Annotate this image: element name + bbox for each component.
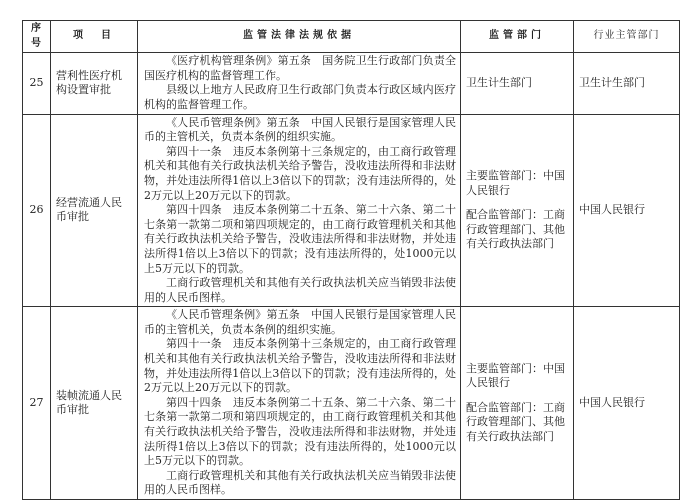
- item-name: 经营流通人民币审批: [51, 114, 138, 307]
- item-name: 装帧流通人民币审批: [51, 307, 138, 500]
- basis-paragraph: 《人民币管理条例》第五条 中国人民银行是国家管理人民币的主管机关，负责本条例的组织实施。: [144, 308, 456, 336]
- industry-department: 中国人民银行: [574, 307, 680, 500]
- header-seq: 序号: [23, 21, 51, 53]
- table-row: [23, 114, 680, 307]
- item-name: 营利性医疗机构设置审批: [51, 53, 138, 114]
- basis-paragraph: 第四十一条 违反本条例第十三条规定的，由工商行政管理机关和其他有关行政执法机关给予警告，没收违法所得和非法财物，并处违法所得1倍以上3倍以下的罚款；没有违法所得的，处2万元以上20万元以下的罚款。: [144, 337, 456, 395]
- legal-basis: [138, 114, 461, 307]
- row-number: 27: [23, 307, 51, 500]
- basis-paragraph: 工商行政管理机关和其他有关行政执法机关应当销毁非法使用的人民币图样。: [144, 276, 456, 304]
- table-row: [23, 307, 680, 500]
- header-item: 项 目: [51, 21, 138, 53]
- basis-paragraph: 工商行政管理机关和其他有关行政执法机关应当销毁非法使用的人民币图样。: [144, 468, 456, 497]
- basis-paragraph: 第四十四条 违反本条例第二十五条、第二十六条、第二十七条第一款第二项和第四项规定的，由工商行政管理机关和其他有关行政执法机关给予警告，没收违法所得和非法财物，并处违法所得1倍以上3倍以下的罚款；没有违法所得的，处1000元以上5万元以下的罚款。: [144, 203, 456, 275]
- basis-paragraph: 第四十一条 违反本条例第十三条规定的，由工商行政管理机关和其他有关行政执法机关给予警告，没收违法所得和非法财物，并处违法所得1倍以上3倍以下的罚款；没有违法所得的，处2万元以上20万元以下的罚款。: [144, 144, 456, 202]
- table-row: [23, 53, 680, 114]
- department-line: 配合监管部门：工商行政管理部门、其他有关行政执法部门: [466, 400, 565, 444]
- industry-department: 卫生计生部门: [574, 53, 680, 114]
- basis-paragraph: 第四十四条 违反本条例第二十五条、第二十六条、第二十七条第一款第二项和第四项规定的，由工商行政管理机关和其他有关行政执法机关给予警告，没收违法所得和非法财物，并处违法所得1倍以上3倍以下的罚款；没有违法所得的，处1000元以上5万元以下的罚款。: [144, 395, 456, 468]
- basis-paragraph: 《医疗机构管理条例》第五条 国务院卫生行政部门负责全国医疗机构的监督管理工作。: [144, 54, 456, 82]
- header-industry: 行业主管部门: [574, 21, 680, 53]
- basis-paragraph: 县级以上地方人民政府卫生行政部门负责本行政区域内医疗机构的监督管理工作。: [144, 83, 456, 111]
- header-dept: 监管部门: [461, 21, 574, 53]
- basis-paragraph: 《人民币管理条例》第五条 中国人民银行是国家管理人民币的主管机关，负责本条例的组织实施。: [144, 115, 456, 144]
- regulation-table: [22, 20, 680, 500]
- supervising-department: [461, 53, 574, 114]
- supervising-department: [461, 307, 574, 500]
- supervising-department: [461, 114, 574, 307]
- legal-basis: [138, 53, 461, 114]
- industry-department: 中国人民银行: [574, 114, 680, 307]
- row-number: 25: [23, 53, 51, 114]
- department-line: 主要监管部门：中国人民银行: [466, 168, 565, 197]
- header-basis: 监管法律法规依据: [138, 21, 461, 53]
- department-line: 主要监管部门：中国人民银行: [466, 361, 565, 390]
- table-header: [23, 21, 680, 53]
- row-number: 26: [23, 114, 51, 307]
- legal-basis: [138, 307, 461, 500]
- department-line: 卫生计生部门: [466, 76, 532, 90]
- department-line: 配合监管部门：工商行政管理部门、其他有关行政执法部门: [466, 208, 565, 251]
